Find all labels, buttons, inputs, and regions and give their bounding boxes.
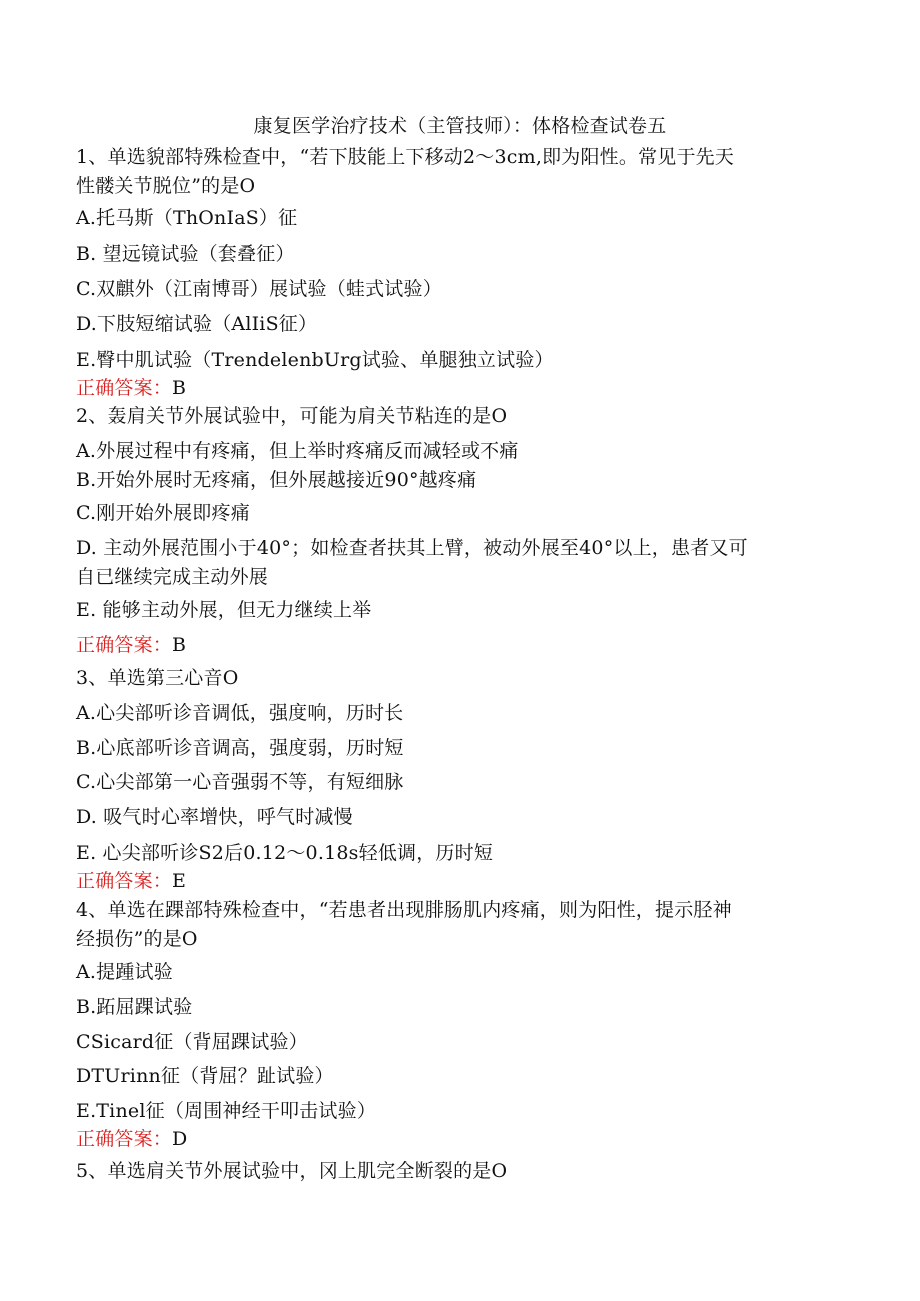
question-4-stem: 4、单选在踝部特殊检查中，“若患者出现腓肠肌内疼痛，则为阳性，提示胫神 xyxy=(76,899,732,921)
question-4-option-e: E.Tinel征（周围神经干叩击试验） xyxy=(76,1100,377,1122)
question-2-option-a: A.外展过程中有疼痛，但上举时疼痛反而减轻或不痛 xyxy=(76,440,519,462)
question-1-stem: 1、单选貌部特殊检查中，“若下肢能上下移动2～3cm,即为阳性。常见于先天 xyxy=(76,146,735,168)
question-4-option-b: B.跖屈踝试验 xyxy=(76,996,193,1018)
answer-value: E xyxy=(172,870,187,892)
question-3-option-d: D. 吸气时心率增快，呼气时减慢 xyxy=(76,806,353,828)
question-3-option-e: E. 心尖部听诊S2后0.12～0.18s轻低调，历时短 xyxy=(76,842,494,864)
question-4-option-c: CSicard征（背屈踝试验） xyxy=(76,1031,308,1053)
answer-value: B xyxy=(172,634,187,656)
question-3-stem: 3、单选第三心音O xyxy=(76,667,239,689)
answer-label: 正确答案： xyxy=(76,634,173,656)
question-3-option-b: B.心底部听诊音调高，强度弱，历时短 xyxy=(76,737,404,759)
question-1-option-b: B. 望远镜试验（套叠征） xyxy=(76,243,295,265)
question-4-option-a: A.提踵试验 xyxy=(76,961,173,983)
question-2-option-d-cont: 自已继续完成主动外展 xyxy=(76,566,269,588)
answer-value: D xyxy=(172,1128,188,1150)
answer-label: 正确答案： xyxy=(76,377,173,399)
answer-value: B xyxy=(172,377,187,399)
question-2-answer xyxy=(76,632,186,658)
document-title: 康复医学治疗技术（主管技师）：体格检查试卷五 xyxy=(253,115,667,137)
question-5-stem: 5、单选肩关节外展试验中，冈上肌完全断裂的是O xyxy=(76,1160,508,1182)
question-1-stem-cont: 性髅关节脱位”的是O xyxy=(76,175,256,197)
question-4-answer xyxy=(76,1126,187,1152)
question-4-stem-cont: 经损伤”的是O xyxy=(76,928,198,950)
question-2-option-b: B.开始外展时无疼痛，但外展越接近90°越疼痛 xyxy=(76,469,477,491)
question-1-answer xyxy=(76,375,186,401)
question-3-option-a: A.心尖部听诊音调低，强度响，历时长 xyxy=(76,702,404,724)
question-2-option-d: D. 主动外展范围小于40°；如检查者扶其上臂，被动外展至40°以上，患者又可 xyxy=(76,537,748,559)
question-3-answer xyxy=(76,868,186,894)
question-1-option-e: E.臀中肌试验（TrendelenbUrg试验、单腿独立试验） xyxy=(76,349,554,371)
question-1-option-a: A.托马斯（ThOnIaS）征 xyxy=(76,207,298,229)
question-1-option-c: C.双麒外（江南博哥）展试验（蛙式试验） xyxy=(76,278,442,300)
answer-label: 正确答案： xyxy=(76,1128,173,1150)
question-1-option-d: D.下肢短缩试验（AlIiS征） xyxy=(76,313,318,335)
question-2-option-e: E. 能够主动外展，但无力继续上举 xyxy=(76,599,372,621)
question-2-option-c: C.刚开始外展即疼痛 xyxy=(76,502,250,524)
question-4-option-d: DTUrinn征（背屈？趾试验） xyxy=(76,1065,334,1087)
question-3-option-c: C.心尖部第一心音强弱不等，有短细脉 xyxy=(76,771,404,793)
answer-label: 正确答案： xyxy=(76,870,173,892)
question-2-stem: 2、轰肩关节外展试验中，可能为肩关节粘连的是O xyxy=(76,405,508,427)
